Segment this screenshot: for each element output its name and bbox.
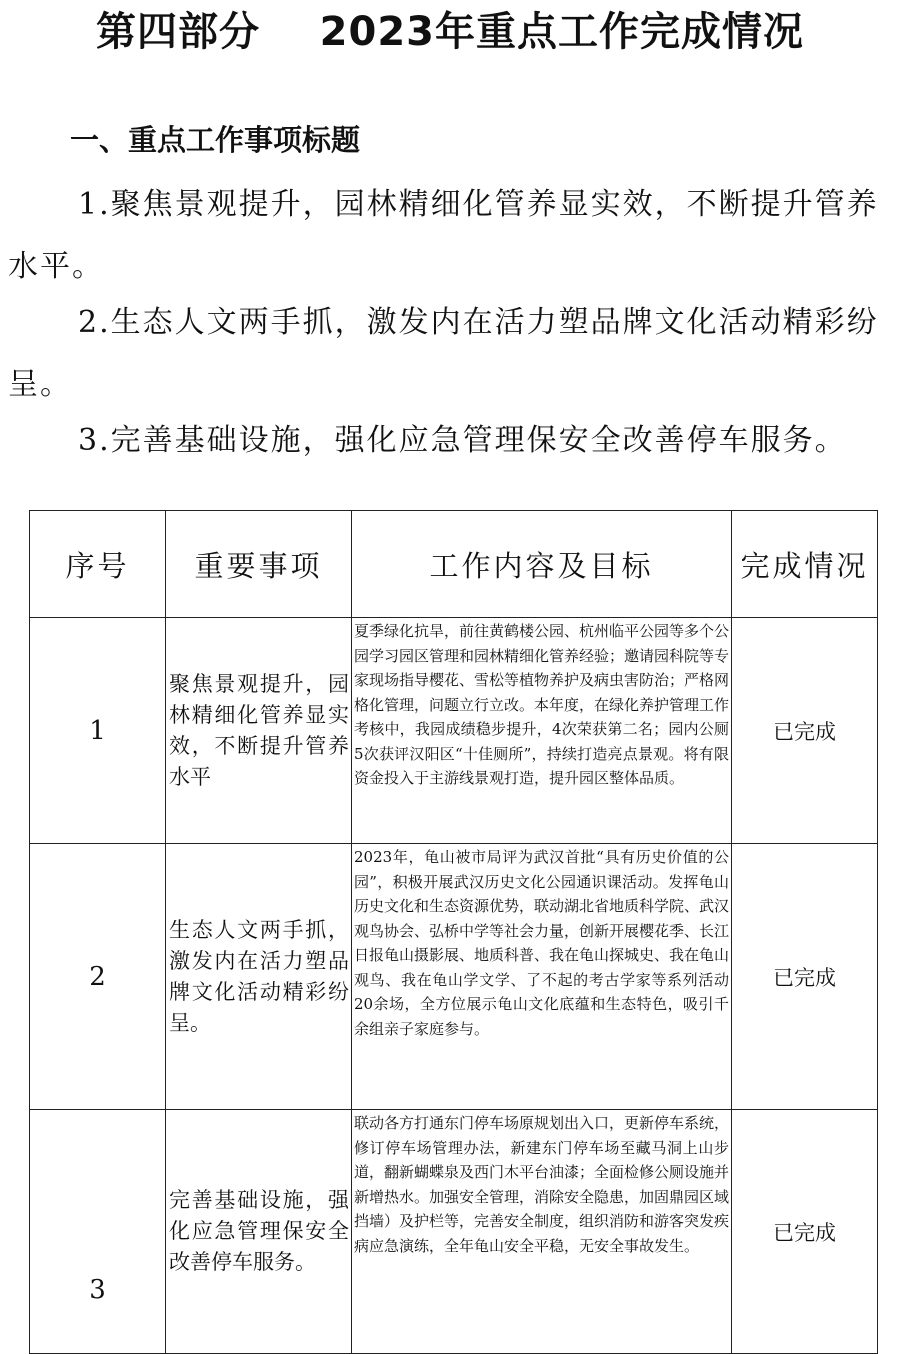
row-content: 联动各方打通东门停车场原规划出入口，更新停车系统，修订停车场管理办法，新建东门停车场至藏马洞上山步道，翻新蝴蝶泉及西门木平台油漆；全面检修公厕设施并新增热水。加强安全管理，消除安全隐患，加固鼎园区域挡墙）及护栏等，完善安全制度，组织消防和游客突发疾病应急演练，全年龟山安全平稳，无安全事故发生。 — [352, 1110, 732, 1354]
header-no: 序号 — [30, 511, 166, 618]
page-title: 第四部分 2023年重点工作完成情况 — [95, 9, 805, 55]
row-content: 夏季绿化抗旱，前往黄鹤楼公园、杭州临平公园等多个公园学习园区管理和园林精细化管养经验；邀请园科院等专家现场指导樱花、雪松等植物养护及病虫害防治；严格网格化管理，问题立行立改。本年度，在绿化养护管理工作考核中，我园成绩稳步提升，4次荣获第二名；园内公厕5次获评汉阳区“十佳厕所”，持续打造亮点景观。将有限资金投入于主游线景观打造，提升园区整体品质。 — [352, 618, 732, 844]
row-item: 生态人文两手抓，激发内在活力塑品牌文化活动精彩纷呈。 — [166, 844, 352, 1110]
paragraph-2: 2.生态人文两手抓，激发内在活力塑品牌文化活动精彩纷呈。 — [8, 305, 879, 402]
row-item: 完善基础设施，强化应急管理保安全改善停车服务。 — [166, 1110, 352, 1354]
row-item: 聚焦景观提升，园林精细化管养显实效，不断提升管养水平 — [166, 618, 352, 844]
work-summary-table — [29, 510, 878, 1354]
header-content: 工作内容及目标 — [352, 511, 732, 618]
table-row — [30, 1110, 878, 1354]
table-row — [30, 618, 878, 844]
paragraph-3: 3.完善基础设施，强化应急管理保安全改善停车服务。 — [78, 423, 847, 458]
row-content: 2023年，龟山被市局评为武汉首批“具有历史价值的公园”，积极开展武汉历史文化公园通识课活动。发挥龟山历史文化和生态资源优势，联动湖北省地质科学院、武汉观鸟协会、弘桥中学等社会力量，创新开展樱花季、长江日报龟山摄影展、地质科普、我在龟山探城史、我在龟山观鸟、我在龟山学文学、了不起的考古学家等系列活动20余场，全方位展示龟山文化底蕴和生态特色，吸引千余组亲子家庭参与。 — [352, 844, 732, 1110]
header-item: 重要事项 — [166, 511, 352, 618]
table-row — [30, 844, 878, 1110]
paragraph-1: 1.聚焦景观提升，园林精细化管养显实效，不断提升管养水平。 — [8, 187, 879, 284]
section-heading: 一、重点工作事项标题 — [70, 123, 361, 157]
row-status: 已完成 — [732, 1110, 878, 1354]
row-number: 2 — [30, 844, 166, 1110]
header-status: 完成情况 — [732, 511, 878, 618]
row-number: 3 — [30, 1110, 166, 1354]
row-status: 已完成 — [732, 844, 878, 1110]
row-status: 已完成 — [732, 618, 878, 844]
row-number: 1 — [30, 618, 166, 844]
table-header-row — [30, 511, 878, 618]
